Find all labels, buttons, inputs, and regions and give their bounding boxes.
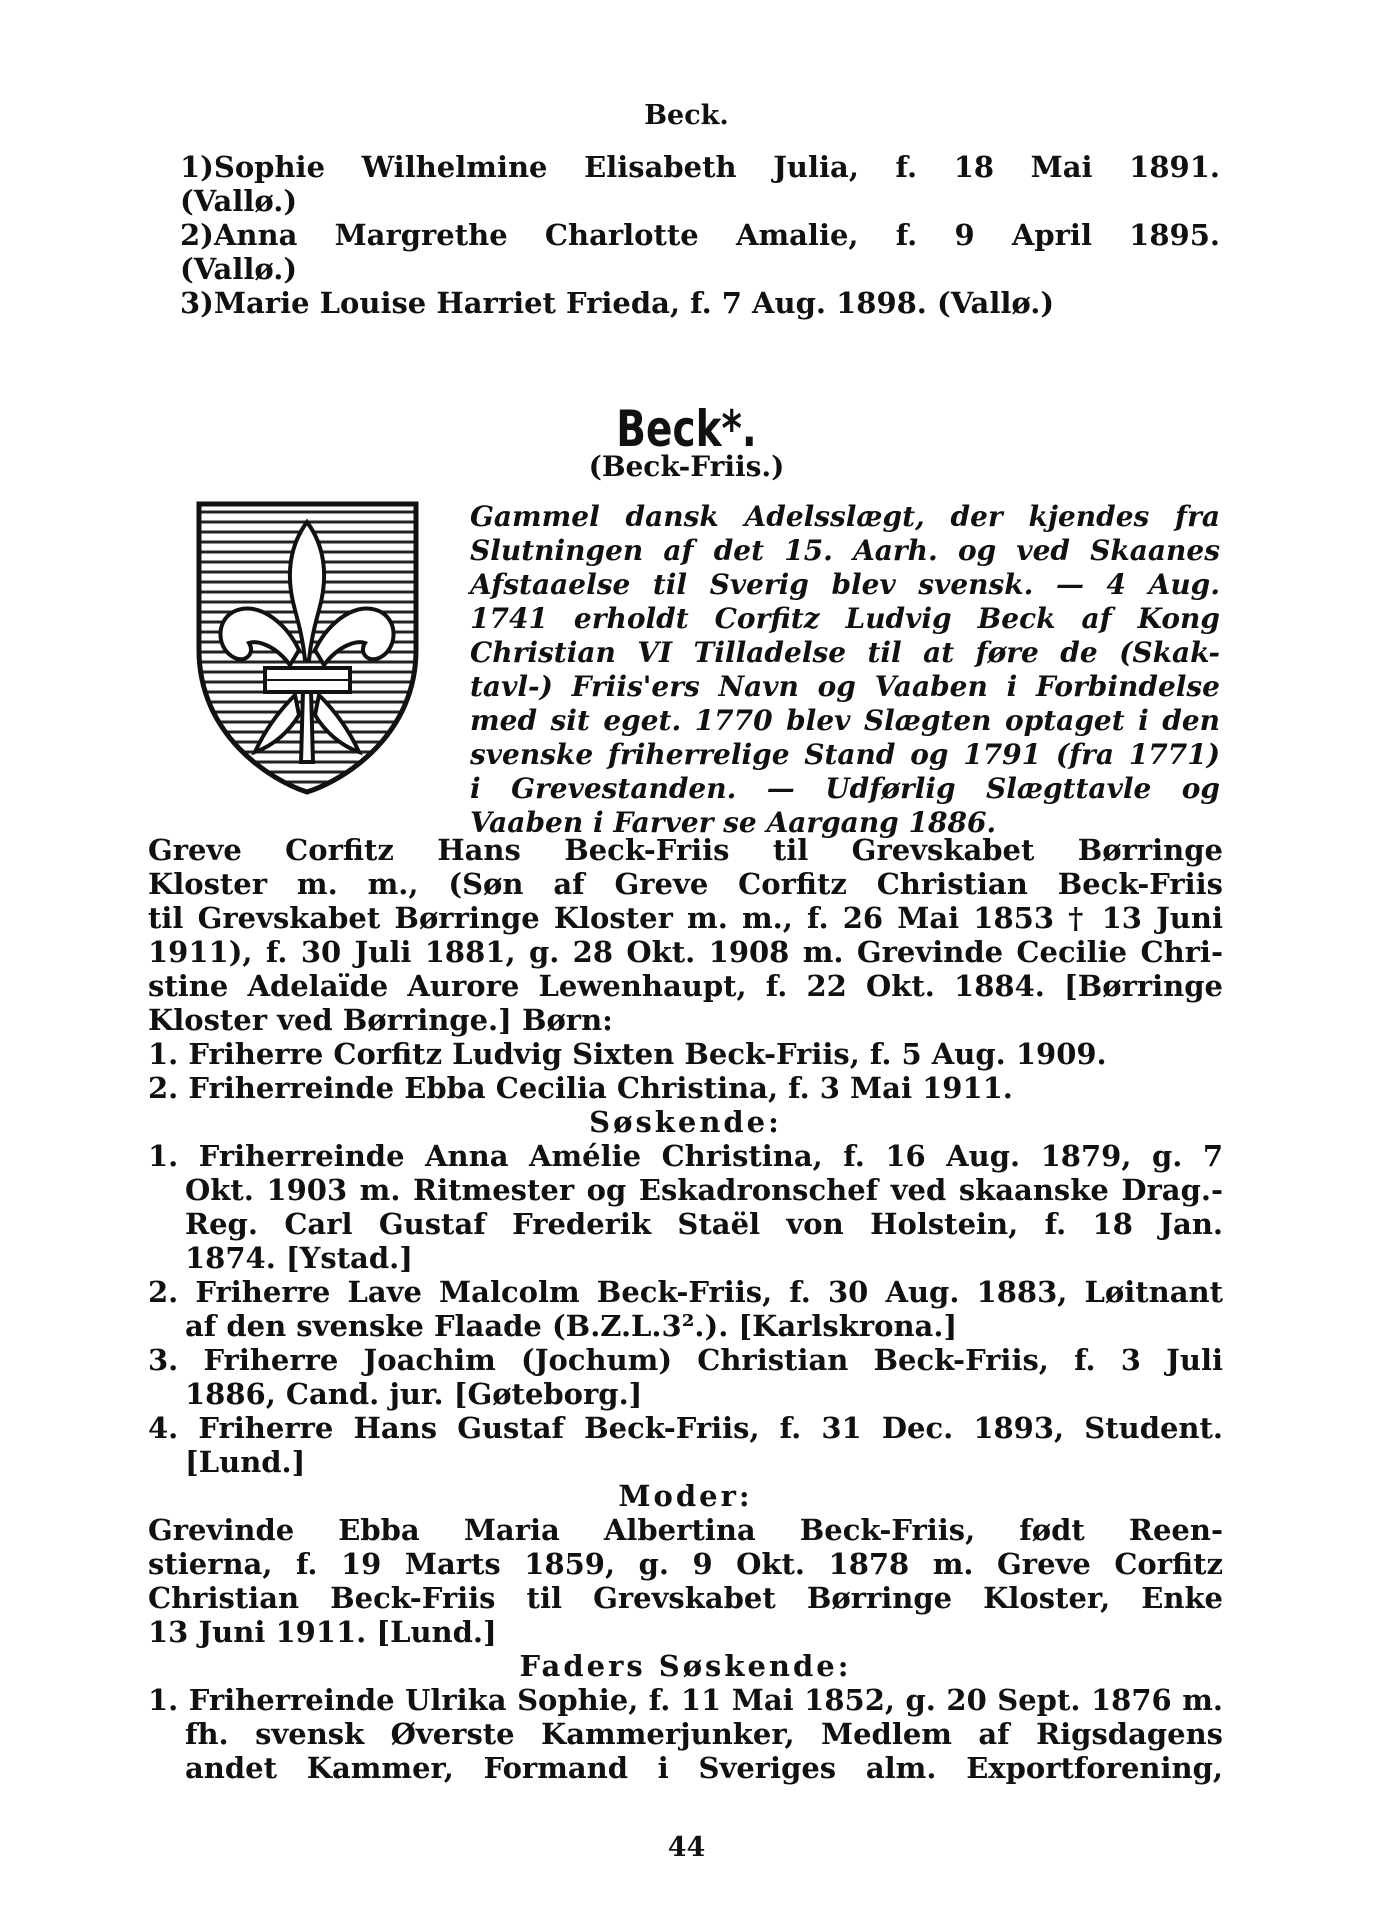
child-entry: 2. Friherreinde Ebba Cecilia Christina, f. 3 Mai 1911.: [148, 1071, 1013, 1105]
intro-line: Afstaaelse til Sverig blev svensk. — 4 Aug.: [470, 568, 1220, 601]
intro-line: Slutningen af det 15. Aarh. og ved Skaanes: [470, 534, 1220, 567]
list-item: (Vallø.): [180, 252, 298, 286]
siblings-heading: Søskende:: [589, 1105, 782, 1139]
intro-line: tavl-) Friis'ers Navn og Vaaben i Forbindelse: [470, 670, 1220, 703]
sibling-entry: 1. Friherreinde Anna Amélie Christina, f. 16 Aug. 1879, g. 7: [148, 1139, 1223, 1173]
intro-line: svenske friherrelige Stand og 1791 (fra 1771): [470, 738, 1220, 771]
fleur-de-lis-shield-icon: [195, 500, 420, 796]
sibling-entry: af den svenske Flaade (B.Z.L.3².). [Karlskrona.]: [185, 1309, 958, 1343]
mother-line: Christian Beck-Friis til Grevskabet Børringe Kloster, Enke: [148, 1581, 1223, 1615]
intro-line: Gammel dansk Adelsslægt, der kjendes fra: [470, 500, 1220, 533]
intro-line: med sit eget. 1770 blev Slægten optaget i den: [470, 704, 1220, 737]
list-item: 3)Marie Louise Harriet Frieda, f. 7 Aug. 1898. (Vallø.): [180, 286, 1055, 320]
fathers-siblings-heading: Faders Søskende:: [519, 1649, 852, 1683]
family-introduction: [470, 500, 1220, 840]
sibling-entry: Okt. 1903 m. Ritmester og Eskadronschef ved skaanske Drag.-: [185, 1173, 1223, 1207]
intro-line: 1741 erholdt Corfitz Ludvig Beck af Kong: [470, 602, 1220, 635]
family-subtitle: (Beck-Friis.): [588, 450, 785, 483]
intro-line: Vaaben i Farver se Aargang 1886.: [470, 806, 997, 839]
main-body: [148, 833, 1223, 1785]
sibling-entry: [Lund.]: [185, 1445, 306, 1479]
child-entry: 1. Friherre Corfitz Ludvig Sixten Beck-Friis, f. 5 Aug. 1909.: [148, 1037, 1107, 1071]
fathers-sibling-line: fh. svensk Øverste Kammerjunker, Medlem af Rigsdagens: [185, 1717, 1223, 1751]
sibling-entry: 1886, Cand. jur. [Gøteborg.]: [185, 1377, 643, 1411]
family-title: Beck*.: [616, 400, 757, 458]
body-line: Kloster m. m., (Søn af Greve Corfitz Christian Beck-Friis: [148, 867, 1223, 901]
body-line: til Grevskabet Børringe Kloster m. m., f. 26 Mai 1853 † 13 Juni: [148, 901, 1223, 935]
list-item: 1)Sophie Wilhelmine Elisabeth Julia, f. 18 Mai 1891.: [180, 150, 1220, 184]
body-line: Kloster ved Børringe.] Børn:: [148, 1003, 613, 1037]
body-line: Greve Corfitz Hans Beck-Friis til Grevskabet Børringe: [148, 833, 1223, 867]
sibling-entry: Reg. Carl Gustaf Frederik Staël von Holstein, f. 18 Jan.: [185, 1207, 1223, 1241]
body-line: stine Adelaïde Aurore Lewenhaupt, f. 22 Okt. 1884. [Børringe: [148, 969, 1223, 1003]
top-children-list: [150, 150, 1220, 320]
mother-line: stierna, f. 19 Marts 1859, g. 9 Okt. 1878 m. Greve Corfitz: [148, 1547, 1223, 1581]
intro-line: Christian VI Tilladelse til at føre de (Skak-: [470, 636, 1220, 669]
page-number: 44: [667, 1832, 706, 1863]
mother-heading: Moder:: [618, 1479, 753, 1513]
sibling-entry: 4. Friherre Hans Gustaf Beck-Friis, f. 31 Dec. 1893, Student.: [148, 1411, 1223, 1445]
running-head: Beck.: [644, 100, 729, 131]
fathers-sibling-line: andet Kammer, Formand i Sveriges alm. Exportforening,: [185, 1751, 1223, 1785]
list-item: (Vallø.): [180, 184, 298, 218]
body-line: 1911), f. 30 Juli 1881, g. 28 Okt. 1908 m. Grevinde Cecilie Chri-: [148, 935, 1223, 969]
intro-line: i Grevestanden. — Udførlig Slægttavle og: [470, 772, 1220, 805]
fathers-sibling-line: 1. Friherreinde Ulrika Sophie, f. 11 Mai 1852, g. 20 Sept. 1876 m.: [148, 1683, 1223, 1717]
sibling-entry: 3. Friherre Joachim (Jochum) Christian Beck-Friis, f. 3 Juli: [148, 1343, 1223, 1377]
sibling-entry: 1874. [Ystad.]: [185, 1241, 413, 1275]
sibling-entry: 2. Friherre Lave Malcolm Beck-Friis, f. 30 Aug. 1883, Løitnant: [148, 1275, 1223, 1309]
list-item: 2)Anna Margrethe Charlotte Amalie, f. 9 April 1895.: [180, 218, 1220, 252]
mother-line: Grevinde Ebba Maria Albertina Beck-Friis, født Reen-: [148, 1513, 1223, 1547]
mother-line: 13 Juni 1911. [Lund.]: [148, 1615, 497, 1649]
